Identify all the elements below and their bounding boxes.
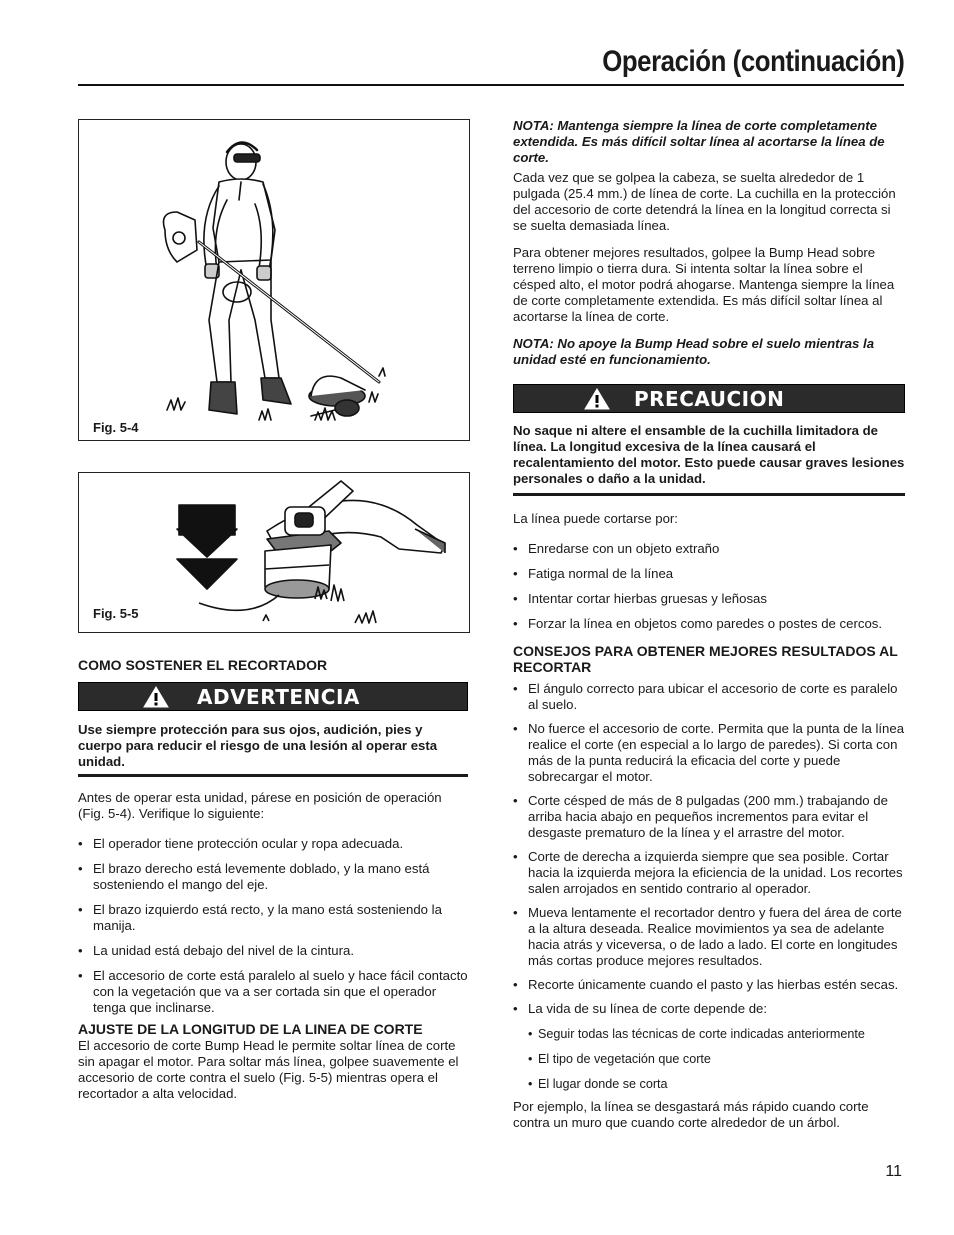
list-item: • Forzar la línea en objetos como paredes o postes de cercos. (513, 616, 905, 632)
cut-intro: La línea puede cortarse por: (513, 511, 678, 526)
list-item: • La vida de su línea de corte depende de: (513, 1001, 905, 1017)
closing-paragraph: Por ejemplo, la línea se desgastará más rápido cuando corte contra un muro que cuando corte alrededor de un árbol. (513, 1099, 869, 1130)
caution-title: PRECAUCION (634, 387, 785, 411)
figure-label: Fig. 5-4 (93, 420, 139, 435)
operating-intro: Antes de operar esta unidad, párese en posición de operación (Fig. 5-4). Verifique lo siguiente: (78, 790, 442, 821)
list-item: • Recorte únicamente cuando el pasto y las hierbas estén secas. (513, 977, 905, 993)
figure-5-5 (78, 472, 470, 633)
hold-heading: COMO SOSTENER EL RECORTADOR (78, 657, 328, 673)
page-title: Operación (continuación) (601, 45, 904, 78)
list-item: • Mueva lentamente el recortador dentro y fuera del área de corte a la altura deseada. Realice movimientos ya sea de adelante hacia atrás y viceversa, o de lado a lado. El corte en longitudes más cortas produce mejores resultados. (513, 905, 905, 969)
right-column (513, 118, 905, 1131)
list-item: • El ángulo correcto para ubicar el accesorio de corte es paralelo al suelo. (513, 681, 905, 713)
list-item: • Fatiga normal de la línea (513, 566, 905, 582)
list-item: • El brazo izquierdo está recto, y la mano está sosteniendo la manija. (78, 902, 468, 934)
tips-list (513, 681, 905, 1017)
warning-triangle-icon (143, 686, 169, 708)
divider (513, 493, 905, 496)
line-life-factors (528, 1026, 905, 1092)
warning-triangle-icon (584, 388, 610, 410)
caution-bar (513, 384, 905, 413)
list-item: • El brazo derecho está levemente doblado, y la mano está sosteniendo el mango del eje. (78, 861, 468, 893)
list-item: • Corte césped de más de 8 pulgadas (200 mm.) trabajando de arriba hacia abajo en pequeños incrementos para evitar el desgaste prematuro de la línea y el arrastre del motor. (513, 793, 905, 841)
caution-text: No saque ni altere el ensamble de la cuchilla limitadora de línea. La longitud excesiva de la línea causará el recalentamiento del motor. Esto puede causar graves lesiones personales o daño a la unidad. (513, 423, 905, 486)
note-2: NOTA: No apoye la Bump Head sobre el suelo mientras la unidad esté en funcionamiento. (513, 336, 875, 367)
list-item: • Seguir todas las técnicas de corte indicadas anteriormente (528, 1026, 905, 1042)
operating-checklist (78, 836, 468, 1016)
list-item: • El operador tiene protección ocular y ropa adecuada. (78, 836, 468, 852)
list-item: • Corte de derecha a izquierda siempre que sea posible. Cortar hacia la izquierda mejora la eficiencia de la unidad. Los recortes salen arrojados en sentido contrario al operador. (513, 849, 905, 897)
list-item: • Intentar cortar hierbas gruesas y leñosas (513, 591, 905, 607)
list-item: • Enredarse con un objeto extraño (513, 541, 905, 557)
note-1: NOTA: Mantenga siempre la línea de corte completamente extendida. Es más difícil soltar línea al acortarse la línea de corte. (513, 118, 885, 165)
divider (78, 774, 468, 777)
adjust-text: El accesorio de corte Bump Head le permite soltar línea de corte sin apagar el motor. Para soltar más línea, golpee suavemente el accesorio de corte contra el suelo (Fig. 5-5) mientras opera el recortador a alta velocidad. (78, 1038, 459, 1101)
list-item: • El lugar donde se corta (528, 1076, 905, 1092)
cut-causes-list (513, 541, 905, 632)
list-item: • El accesorio de corte está paralelo al suelo y hace fácil contacto con la vegetación que va a ser cortada sin que el operador tenga que inclinarse. (78, 968, 468, 1016)
page-number: 11 (885, 1163, 902, 1180)
figure-5-4 (78, 119, 470, 441)
list-item: • El tipo de vegetación que corte (528, 1051, 905, 1067)
left-column (78, 657, 468, 1102)
paragraph: Para obtener mejores resultados, golpee la Bump Head sobre terreno limpio o tierra dura. Si intenta soltar la línea sobre el césped alto, el motor podrá ahogarse. Mantenga siempre la línea de corte completamente extendida. Es más difícil soltar línea al acortarse la línea de corte. (513, 245, 895, 324)
list-item: • La unidad está debajo del nivel de la cintura. (78, 943, 468, 959)
warning-text: Use siempre protección para sus ojos, audición, pies y cuerpo para reducir el riesgo de una lesión al operar esta unidad. (78, 722, 438, 769)
figure-label: Fig. 5-5 (93, 606, 139, 621)
tips-heading: CONSEJOS PARA OBTENER MEJORES RESULTADOS AL RECORTAR (513, 643, 898, 675)
list-item: • No fuerce el accesorio de corte. Permita que la punta de la línea realice el corte (en especial a lo largo de paredes). Si corta con más de la punta reducirá la eficacia del corte y puede sobrecargar el motor. (513, 721, 905, 785)
warning-title: ADVERTENCIA (197, 685, 360, 709)
warning-bar (78, 682, 468, 711)
adjust-heading: AJUSTE DE LA LONGITUD DE LA LINEA DE CORTE (78, 1021, 423, 1037)
page-header (78, 44, 904, 86)
paragraph: Cada vez que se golpea la cabeza, se suelta alrededor de 1 pulgada (25.4 mm.) de línea de corte. La cuchilla en la protección del accesorio de corte detendrá la línea en la longitud correcta si se suelta demasiada línea. (513, 170, 896, 233)
operator-illustration (79, 120, 469, 440)
